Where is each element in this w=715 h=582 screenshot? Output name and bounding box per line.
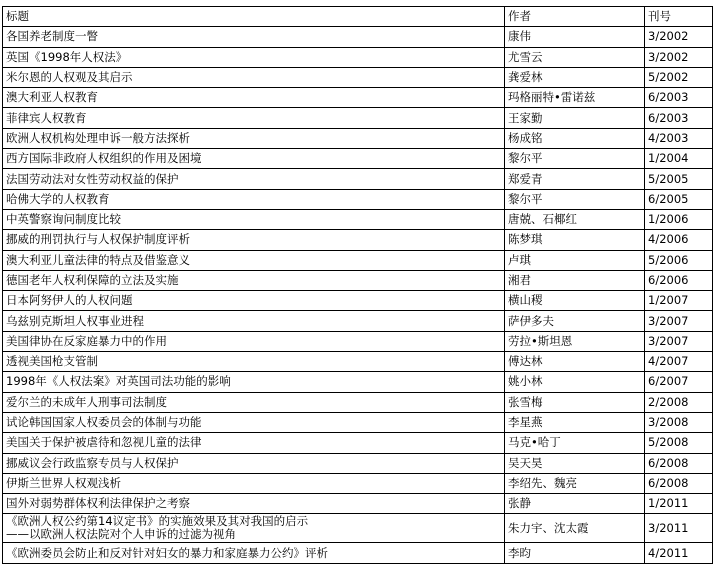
table-row — [3, 128, 713, 148]
cell-issue: 6/2003 — [645, 108, 713, 128]
table-row — [3, 67, 713, 87]
cell-issue: 3/2007 — [645, 311, 713, 331]
cell-author: 张静 — [505, 494, 645, 514]
table-row — [3, 47, 713, 67]
cell-title: 日本阿努伊人的人权问题 — [3, 291, 505, 311]
table-row — [3, 88, 713, 108]
table-row — [3, 230, 713, 250]
cell-author: 劳拉•斯坦恩 — [505, 331, 645, 351]
cell-issue: 3/2002 — [645, 47, 713, 67]
cell-author: 李星燕 — [505, 412, 645, 432]
table-row — [3, 169, 713, 189]
cell-title: 爱尔兰的未成年人刑事司法制度 — [3, 392, 505, 412]
table-row — [3, 514, 713, 543]
cell-issue: 4/2007 — [645, 352, 713, 372]
cell-author: 黎尔平 — [505, 149, 645, 169]
table-body — [3, 27, 713, 563]
cell-issue: 3/2011 — [645, 514, 713, 543]
cell-title: 挪威的刑罚执行与人权保护制度评析 — [3, 230, 505, 250]
table-row — [3, 149, 713, 169]
cell-author: 吴天昊 — [505, 453, 645, 473]
table-row — [3, 543, 713, 563]
cell-author: 郑爱青 — [505, 169, 645, 189]
table-row — [3, 291, 713, 311]
cell-author: 横山稷 — [505, 291, 645, 311]
table-row — [3, 209, 713, 229]
cell-issue: 3/2007 — [645, 331, 713, 351]
cell-title: 欧洲人权机构处理申诉一般方法探析 — [3, 128, 505, 148]
cell-issue: 5/2005 — [645, 169, 713, 189]
cell-issue: 6/2007 — [645, 372, 713, 392]
cell-issue: 4/2003 — [645, 128, 713, 148]
cell-issue: 2/2008 — [645, 392, 713, 412]
cell-author: 杨成铭 — [505, 128, 645, 148]
cell-author: 萨伊多夫 — [505, 311, 645, 331]
cell-title: 《欧洲委员会防止和反对针对妇女的暴力和家庭暴力公约》评析 — [3, 543, 505, 563]
cell-issue: 1/2007 — [645, 291, 713, 311]
cell-title: 德国老年人权利保障的立法及实施 — [3, 270, 505, 290]
cell-issue: 5/2002 — [645, 67, 713, 87]
cell-issue: 3/2002 — [645, 27, 713, 47]
cell-author: 康伟 — [505, 27, 645, 47]
table-row — [3, 473, 713, 493]
cell-issue: 1/2004 — [645, 149, 713, 169]
table-row — [3, 412, 713, 432]
table-row — [3, 331, 713, 351]
cell-title: 伊斯兰世界人权观浅析 — [3, 473, 505, 493]
cell-title: 美国关于保护被虐待和忽视儿童的法律 — [3, 433, 505, 453]
cell-author: 玛格丽特•雷诺兹 — [505, 88, 645, 108]
cell-author: 马克•哈丁 — [505, 433, 645, 453]
cell-author: 李昀 — [505, 543, 645, 563]
header-title: 标题 — [3, 7, 505, 27]
table-row — [3, 27, 713, 47]
cell-title: 挪威议会行政监察专员与人权保护 — [3, 453, 505, 473]
cell-issue: 3/2008 — [645, 412, 713, 432]
cell-title: 法国劳动法对女性劳动权益的保护 — [3, 169, 505, 189]
articles-table — [2, 6, 713, 564]
cell-title-line2: ——以欧洲人权法院对个人申诉的过滤为视角 — [6, 527, 236, 542]
header-author: 作者 — [505, 7, 645, 27]
cell-author: 陈梦琪 — [505, 230, 645, 250]
cell-author: 尤雪云 — [505, 47, 645, 67]
cell-author: 傅达林 — [505, 352, 645, 372]
cell-issue: 6/2006 — [645, 270, 713, 290]
cell-issue: 6/2003 — [645, 88, 713, 108]
cell-title: 透视美国枪支管制 — [3, 352, 505, 372]
table-row — [3, 392, 713, 412]
cell-title: 美国律协在反家庭暴力中的作用 — [3, 331, 505, 351]
table-row — [3, 352, 713, 372]
header-issue: 刊号 — [645, 7, 713, 27]
table-row — [3, 270, 713, 290]
cell-issue: 4/2011 — [645, 543, 713, 563]
cell-author: 湘君 — [505, 270, 645, 290]
cell-author: 唐兢、石椰红 — [505, 209, 645, 229]
cell-author: 卢琪 — [505, 250, 645, 270]
cell-title: 英国《1998年人权法》 — [3, 47, 505, 67]
cell-title: 中英警察询问制度比较 — [3, 209, 505, 229]
cell-title: 国外对弱势群体权利法律保护之考察 — [3, 494, 505, 514]
table-row — [3, 311, 713, 331]
cell-title — [3, 514, 505, 543]
cell-title: 1998年《人权法案》对英国司法功能的影响 — [3, 372, 505, 392]
header-row — [3, 7, 713, 27]
cell-title: 西方国际非政府人权组织的作用及困境 — [3, 149, 505, 169]
table-row — [3, 250, 713, 270]
cell-author: 龚爱林 — [505, 67, 645, 87]
table-row — [3, 453, 713, 473]
cell-title-line1: 《欧洲人权公约第14议定书》的实施效果及其对我国的启示 — [6, 514, 309, 529]
cell-issue: 6/2008 — [645, 453, 713, 473]
cell-issue: 1/2011 — [645, 494, 713, 514]
table-row — [3, 433, 713, 453]
cell-issue: 5/2008 — [645, 433, 713, 453]
table-row — [3, 372, 713, 392]
cell-title: 米尔恩的人权观及其启示 — [3, 67, 505, 87]
table-row — [3, 108, 713, 128]
cell-author: 张雪梅 — [505, 392, 645, 412]
cell-title: 试论韩国国家人权委员会的体制与功能 — [3, 412, 505, 432]
cell-author: 朱力宇、沈太霞 — [505, 514, 645, 543]
cell-issue: 1/2006 — [645, 209, 713, 229]
table-row — [3, 494, 713, 514]
cell-author: 黎尔平 — [505, 189, 645, 209]
cell-issue: 6/2008 — [645, 473, 713, 493]
cell-title: 菲律宾人权教育 — [3, 108, 505, 128]
cell-issue: 6/2005 — [645, 189, 713, 209]
cell-author: 李绍先、魏亮 — [505, 473, 645, 493]
cell-title: 乌兹别克斯坦人权事业进程 — [3, 311, 505, 331]
cell-author: 王家勤 — [505, 108, 645, 128]
cell-issue: 4/2006 — [645, 230, 713, 250]
cell-title: 澳大利亚儿童法律的特点及借鉴意义 — [3, 250, 505, 270]
cell-title: 哈佛大学的人权教育 — [3, 189, 505, 209]
cell-title: 澳大利亚人权教育 — [3, 88, 505, 108]
table-row — [3, 189, 713, 209]
cell-title: 各国养老制度一瞥 — [3, 27, 505, 47]
cell-author: 姚小林 — [505, 372, 645, 392]
cell-issue: 5/2006 — [645, 250, 713, 270]
